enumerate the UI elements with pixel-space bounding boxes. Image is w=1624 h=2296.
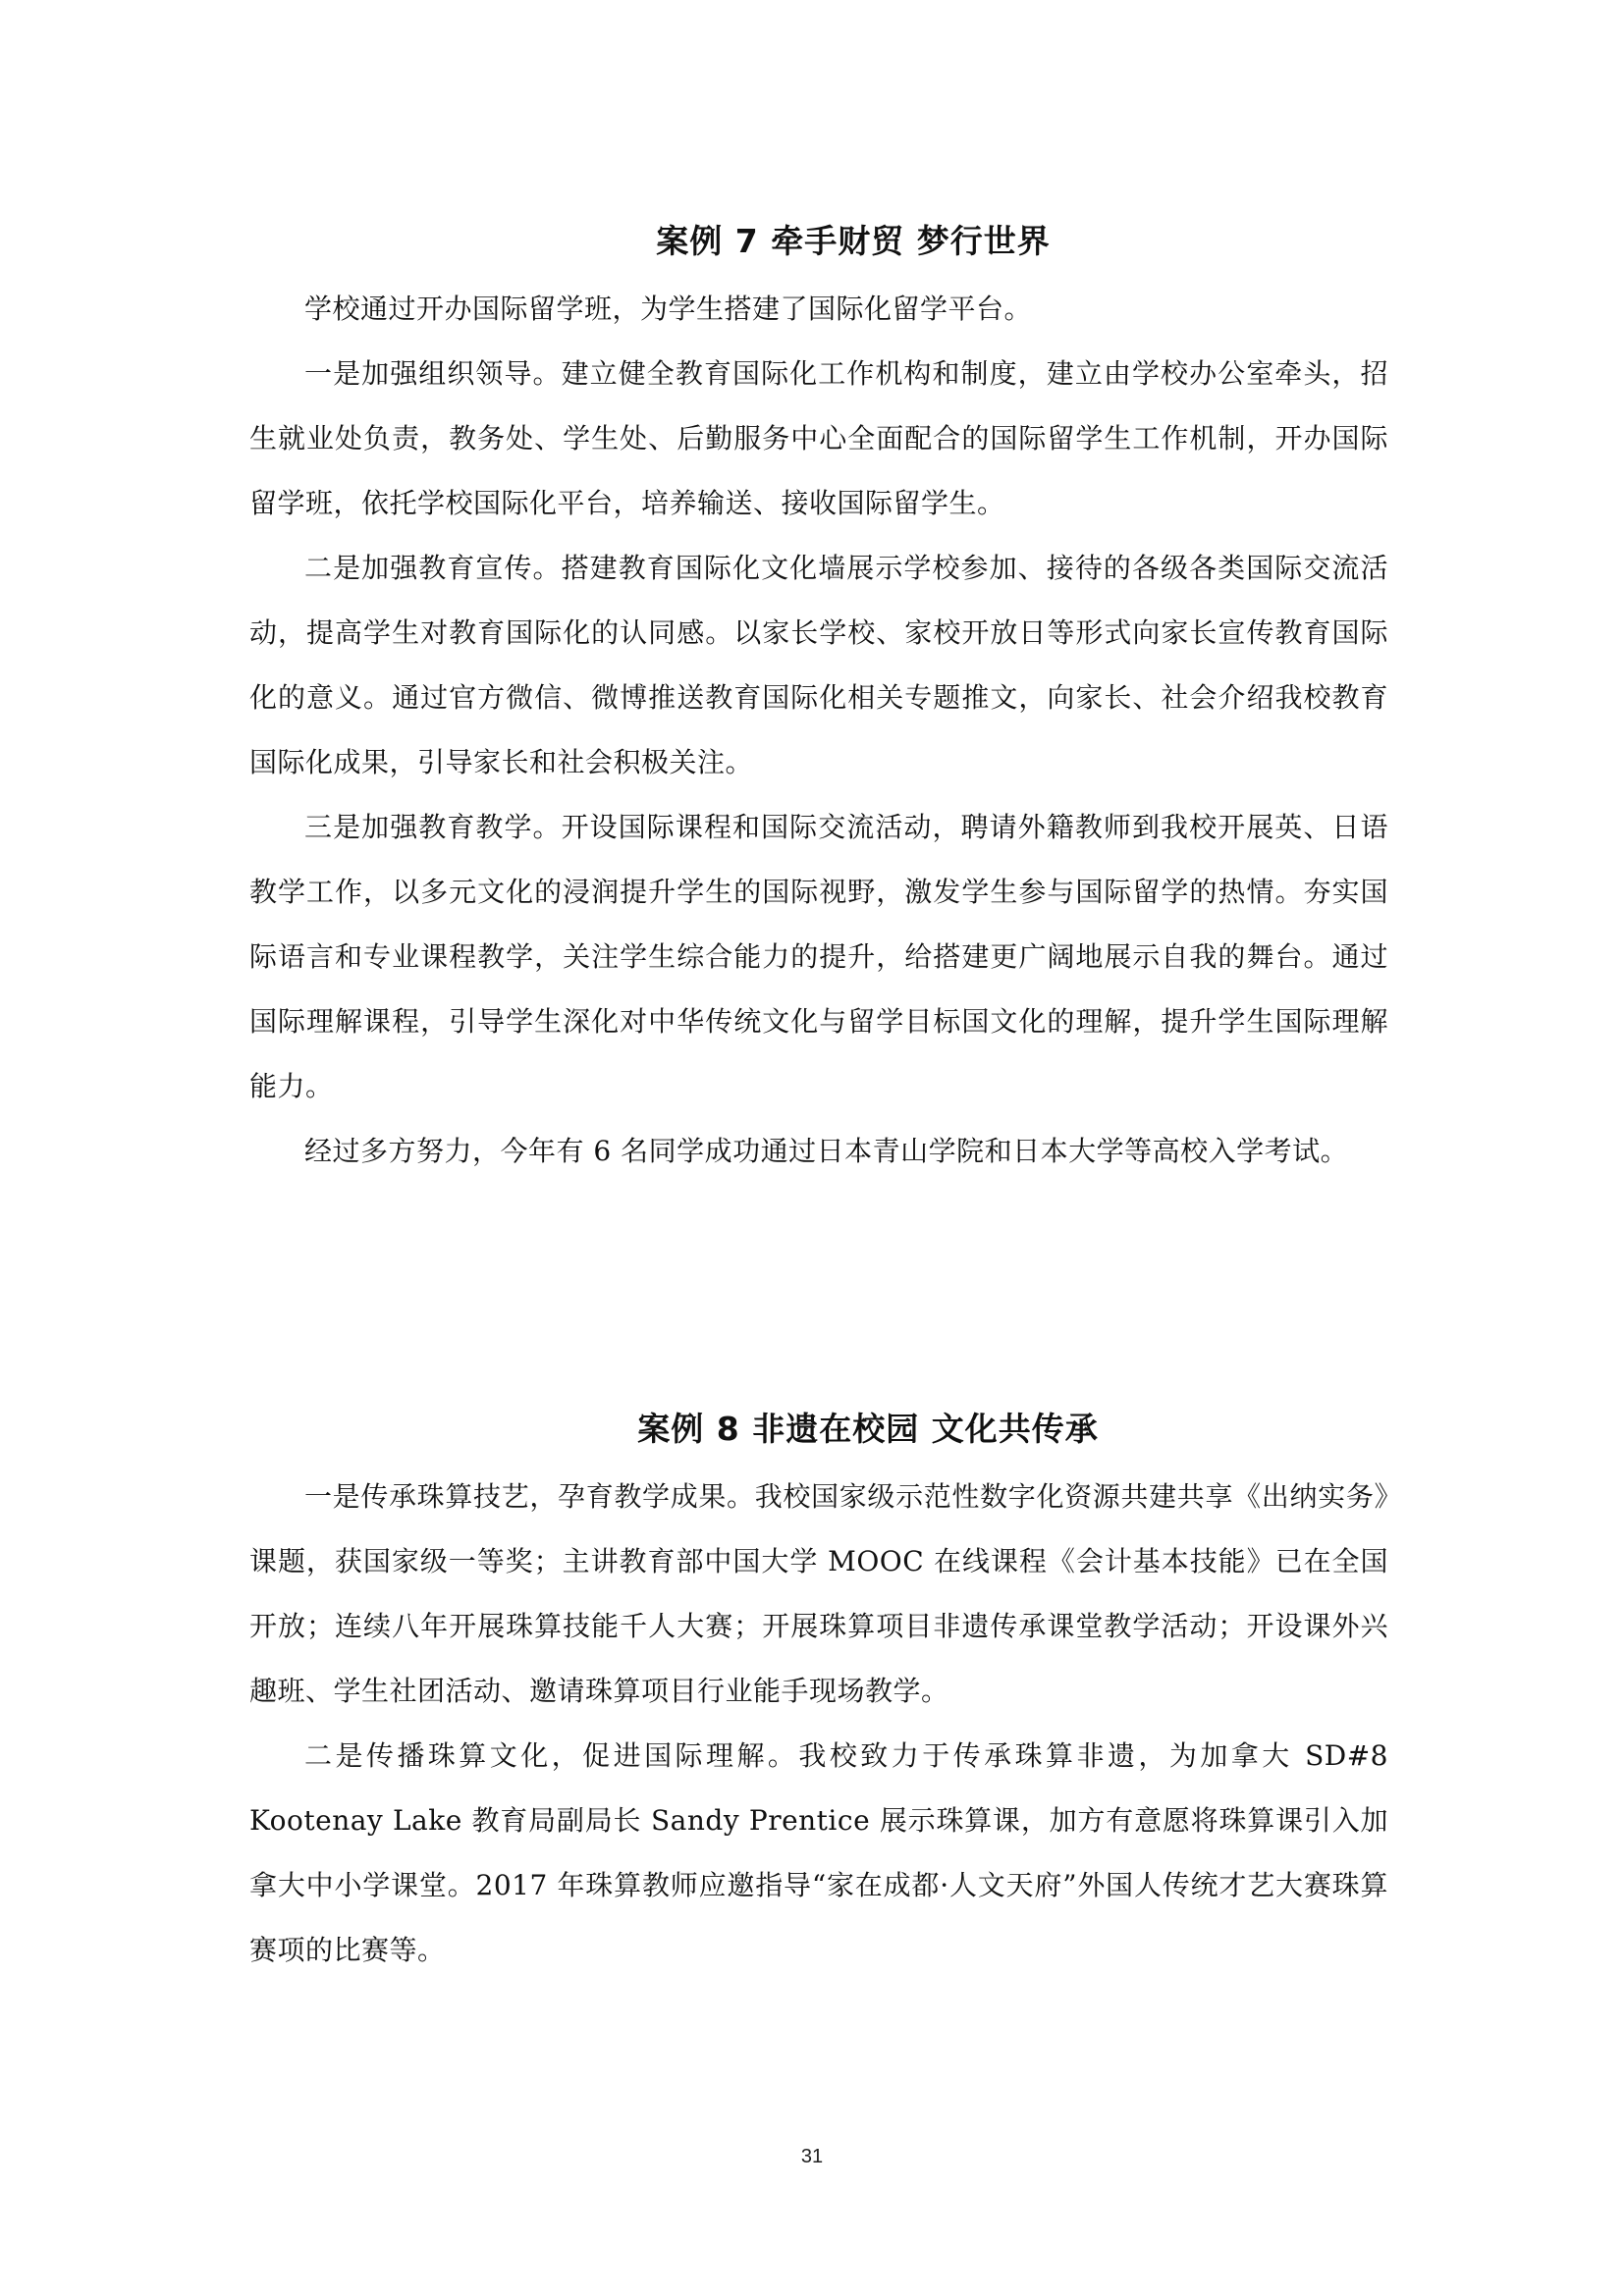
case-7-title: 案例 7 牵手财贸 梦行世界: [656, 222, 1051, 260]
case-8-title: 案例 8 非遗在校园 文化共传承: [637, 1410, 1099, 1448]
case-7-paragraph-1: 学校通过开办国际留学班，为学生搭建了国际化留学平台。: [304, 293, 1033, 325]
case-7-paragraph-2: 一是加强组织领导。建立健全教育国际化工作机构和制度，建立由学校办公室牵头，招生就业处负责，教务处、学生处、后勤服务中心全面配合的国际留学生工作机制，开办国际留学班，依托学校国际化平台，培养输送、接收国际留学生。: [249, 357, 1388, 519]
case-8-paragraph-2: 二是传播珠算文化，促进国际理解。我校致力于传承珠算非遗，为加拿大 SD#8 Kootenay Lake 教育局副局长 Sandy Prentice 展示珠算课，加方有意愿将珠算课引入加拿大中小学课堂。2017 年珠算教师应邀指导“家在成都·人文天府”外国人传统才艺大赛珠算赛项的比赛等。: [249, 1739, 1388, 1966]
case-7-paragraph-5: 经过多方努力，今年有 6 名同学成功通过日本青山学院和日本大学等高校入学考试。: [304, 1135, 1349, 1167]
case-7-section: [249, 214, 1388, 1184]
case-7-paragraph-4: 三是加强教育教学。开设国际课程和国际交流活动，聘请外籍教师到我校开展英、日语教学工作，以多元文化的浸润提升学生的国际视野，激发学生参与国际留学的热情。夯实国际语言和专业课程教学，关注学生综合能力的提升，给搭建更广阔地展示自我的舞台。通过国际理解课程，引导学生深化对中华传统文化与留学目标国文化的理解，提升学生国际理解能力。: [249, 811, 1388, 1102]
case-8-paragraph-1: 一是传承珠算技艺，孕育教学成果。我校国家级示范性数字化资源共建共享《出纳实务》课题，获国家级一等奖；主讲教育部中国大学 MOOC 在线课程《会计基本技能》已在全国开放；连续八年开展珠算技能千人大赛；开展珠算项目非遗传承课堂教学活动；开设课外兴趣班、学生社团活动、邀请珠算项目行业能手现场教学。: [249, 1480, 1388, 1707]
case-7-paragraph-3: 二是加强教育宣传。搭建教育国际化文化墙展示学校参加、接待的各级各类国际交流活动，提高学生对教育国际化的认同感。以家长学校、家校开放日等形式向家长宣传教育国际化的意义。通过官方微信、微博推送教育国际化相关专题推文，向家长、社会介绍我校教育国际化成果，引导家长和社会积极关注。: [249, 552, 1388, 778]
case-8-section: [249, 1402, 1388, 1983]
page-number: 31: [800, 2146, 824, 2167]
